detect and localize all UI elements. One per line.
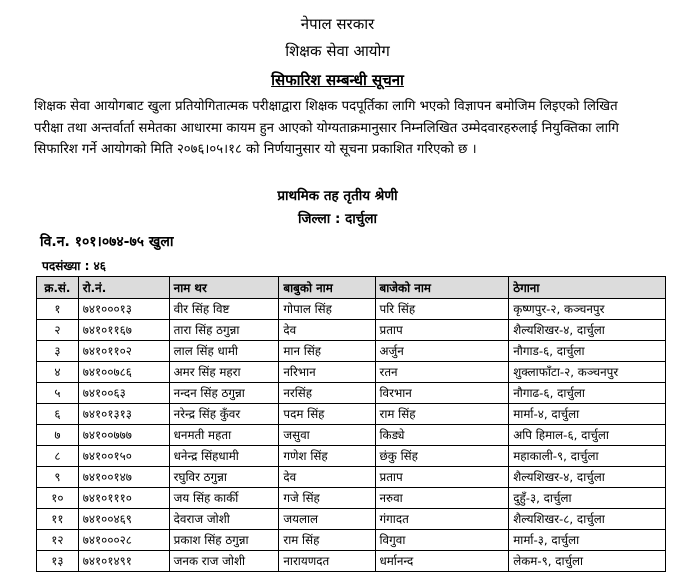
government-title: नेपाल सरकार — [300, 15, 375, 33]
district-heading: जिल्ला : दार्चुला — [298, 211, 377, 227]
cell-roll-no: ७४१०१११० — [78, 488, 169, 509]
commission-title: शिक्षक सेवा आयोग — [285, 42, 390, 60]
cell-serial-no: ६ — [37, 404, 79, 425]
cell-serial-no: ३ — [37, 341, 79, 362]
cell-grandfather-name: धर्मानन्द — [375, 551, 509, 572]
cell-name: वीर सिंह विष्ट — [169, 299, 279, 320]
advertisement-number: वि.न. १०१।०७४-७५ खुला — [40, 234, 174, 250]
cell-father-name: देव — [279, 467, 375, 488]
cell-name: धनमती महता — [169, 425, 279, 446]
cell-grandfather-name: राम सिंह — [375, 404, 509, 425]
cell-grandfather-name: विगुवा — [375, 530, 509, 551]
cell-grandfather-name: नरुवा — [375, 488, 509, 509]
cell-grandfather-name: रतन — [375, 362, 509, 383]
cell-name: रघुविर ठगुन्ना — [169, 467, 279, 488]
cell-serial-no: ५ — [37, 383, 79, 404]
cell-serial-no: ९ — [37, 467, 79, 488]
column-header-father-name: बाबुको नाम — [279, 277, 375, 299]
recommendation-table — [36, 276, 666, 572]
table-row — [37, 530, 666, 551]
column-header-serial-no: क्र.सं. — [37, 277, 79, 299]
cell-grandfather-name: छंकु सिंह — [375, 446, 509, 467]
cell-roll-no: ७४१०११६७ — [78, 320, 169, 341]
cell-father-name: राम सिंह — [279, 530, 375, 551]
cell-address: कृष्णपुर-२, कञ्चनपुर — [509, 299, 666, 320]
cell-roll-no: ७४१०१४९१ — [78, 551, 169, 572]
cell-address: लेकम-९, दार्चुला — [509, 551, 666, 572]
cell-father-name: गजे सिंह — [279, 488, 375, 509]
cell-grandfather-name: प्रताप — [375, 467, 509, 488]
column-header-address: ठेगाना — [509, 277, 666, 299]
cell-serial-no: १० — [37, 488, 79, 509]
cell-roll-no: ७४१००१५० — [78, 446, 169, 467]
cell-grandfather-name: गंगादत — [375, 509, 509, 530]
cell-father-name: नारायणदत — [279, 551, 375, 572]
table-row — [37, 509, 666, 530]
cell-address: मार्मा-४, दार्चुला — [509, 404, 666, 425]
table-body — [37, 299, 666, 572]
cell-name: देवराज जोशी — [169, 509, 279, 530]
table-row — [37, 299, 666, 320]
cell-name: नन्दन सिंह ठगुन्ना — [169, 383, 279, 404]
cell-roll-no: ७४१०००१३ — [78, 299, 169, 320]
table-row — [37, 320, 666, 341]
cell-serial-no: ११ — [37, 509, 79, 530]
cell-father-name: गोपाल सिंह — [279, 299, 375, 320]
cell-roll-no: ७४१०००२८ — [78, 530, 169, 551]
posts-count: पदसंख्या : ४६ — [42, 259, 107, 273]
cell-address: शैल्यशिखर-४, दार्चुला — [509, 320, 666, 341]
cell-father-name: जयलाल — [279, 509, 375, 530]
table-row — [37, 362, 666, 383]
cell-address: महाकाली-९, दार्चुला — [509, 446, 666, 467]
table-row — [37, 425, 666, 446]
table-row — [37, 341, 666, 362]
cell-serial-no: १२ — [37, 530, 79, 551]
cell-grandfather-name: अर्जुन — [375, 341, 509, 362]
cell-serial-no: २ — [37, 320, 79, 341]
cell-roll-no: ७४१०१३१३ — [78, 404, 169, 425]
table-row — [37, 446, 666, 467]
cell-name: धनेन्द्र सिंहधामी — [169, 446, 279, 467]
table-header-row — [37, 277, 666, 299]
cell-father-name: नरिभान — [279, 362, 375, 383]
cell-address: दुहुँ-३, दार्चुला — [509, 488, 666, 509]
cell-father-name: देव — [279, 320, 375, 341]
cell-roll-no: ७४१००७८६ — [78, 362, 169, 383]
cell-name: प्रकाश सिंह ठगुन्ना — [169, 530, 279, 551]
level-heading: प्राथमिक तह तृतीय श्रेणी — [277, 188, 398, 204]
cell-name: तारा सिंह ठगुन्ना — [169, 320, 279, 341]
notice-title — [0, 70, 675, 90]
table-row — [37, 467, 666, 488]
cell-name: जय सिंह कार्की — [169, 488, 279, 509]
cell-address: नौगाढ-६, दार्चुला — [509, 383, 666, 404]
cell-father-name: पदम सिंह — [279, 404, 375, 425]
cell-name: लाल सिंह धामी — [169, 341, 279, 362]
notice-title-text: सिफारिश सम्बन्धी सूचना — [271, 71, 404, 89]
column-header-grandfather-name: बाजेको नाम — [375, 277, 509, 299]
cell-grandfather-name: प्रताप — [375, 320, 509, 341]
table-row — [37, 551, 666, 572]
cell-roll-no: ७४१००४६९ — [78, 509, 169, 530]
cell-address: शुक्लाफाँटा-२, कञ्चनपुर — [509, 362, 666, 383]
cell-serial-no: ८ — [37, 446, 79, 467]
cell-serial-no: ४ — [37, 362, 79, 383]
table-row — [37, 488, 666, 509]
cell-grandfather-name: विरभान — [375, 383, 509, 404]
cell-name: अमर सिंह महरा — [169, 362, 279, 383]
table-row — [37, 404, 666, 425]
cell-father-name: जसुवा — [279, 425, 375, 446]
cell-roll-no: ७४१००१४७ — [78, 467, 169, 488]
cell-name: नरेन्द्र सिंह कुँवर — [169, 404, 279, 425]
cell-father-name: गणेश सिंह — [279, 446, 375, 467]
cell-serial-no: ७ — [37, 425, 79, 446]
cell-father-name: नरसिंह — [279, 383, 375, 404]
cell-roll-no: ७४१००७७७ — [78, 425, 169, 446]
notice-body: शिक्षक सेवा आयोगबाट खुला प्रतियोगितात्मक परीक्षाद्वारा शिक्षक पदपूर्तिका लागि भएको विज्ञापन बमोजिम लिइएको लिखित परीक्षा तथा अन्तर्वार्ता समेतका आधारमा कायम हुन आएको योग्यताक्रमानुसार निम्नलिखित उम्मेदवारहरुलाई नियुक्तिका लागि सिफारिश गर्ने आयोगको मिति २०७६।०५।१८ को निर्णयानुसार यो सूचना प्रकाशित गरिएको छ । — [34, 99, 619, 157]
cell-address: शैल्यशिखर-४, दार्चुला — [509, 467, 666, 488]
cell-serial-no: १ — [37, 299, 79, 320]
cell-father-name: मान सिंह — [279, 341, 375, 362]
cell-grandfather-name: परि सिंह — [375, 299, 509, 320]
cell-name: जनक राज जोशी — [169, 551, 279, 572]
cell-address: मार्मा-३, दार्चुला — [509, 530, 666, 551]
cell-address: नौगाड-६, दार्चुला — [509, 341, 666, 362]
cell-serial-no: १३ — [37, 551, 79, 572]
table-row — [37, 383, 666, 404]
cell-roll-no: ७४१००६३ — [78, 383, 169, 404]
column-header-name: नाम थर — [169, 277, 279, 299]
cell-address: शैल्यशिखर-८, दार्चुला — [509, 509, 666, 530]
cell-grandfather-name: किड्ये — [375, 425, 509, 446]
cell-roll-no: ७४१०११०२ — [78, 341, 169, 362]
cell-address: अपि हिमाल-६, दार्चुला — [509, 425, 666, 446]
column-header-roll-no: रो.नं. — [78, 277, 169, 299]
